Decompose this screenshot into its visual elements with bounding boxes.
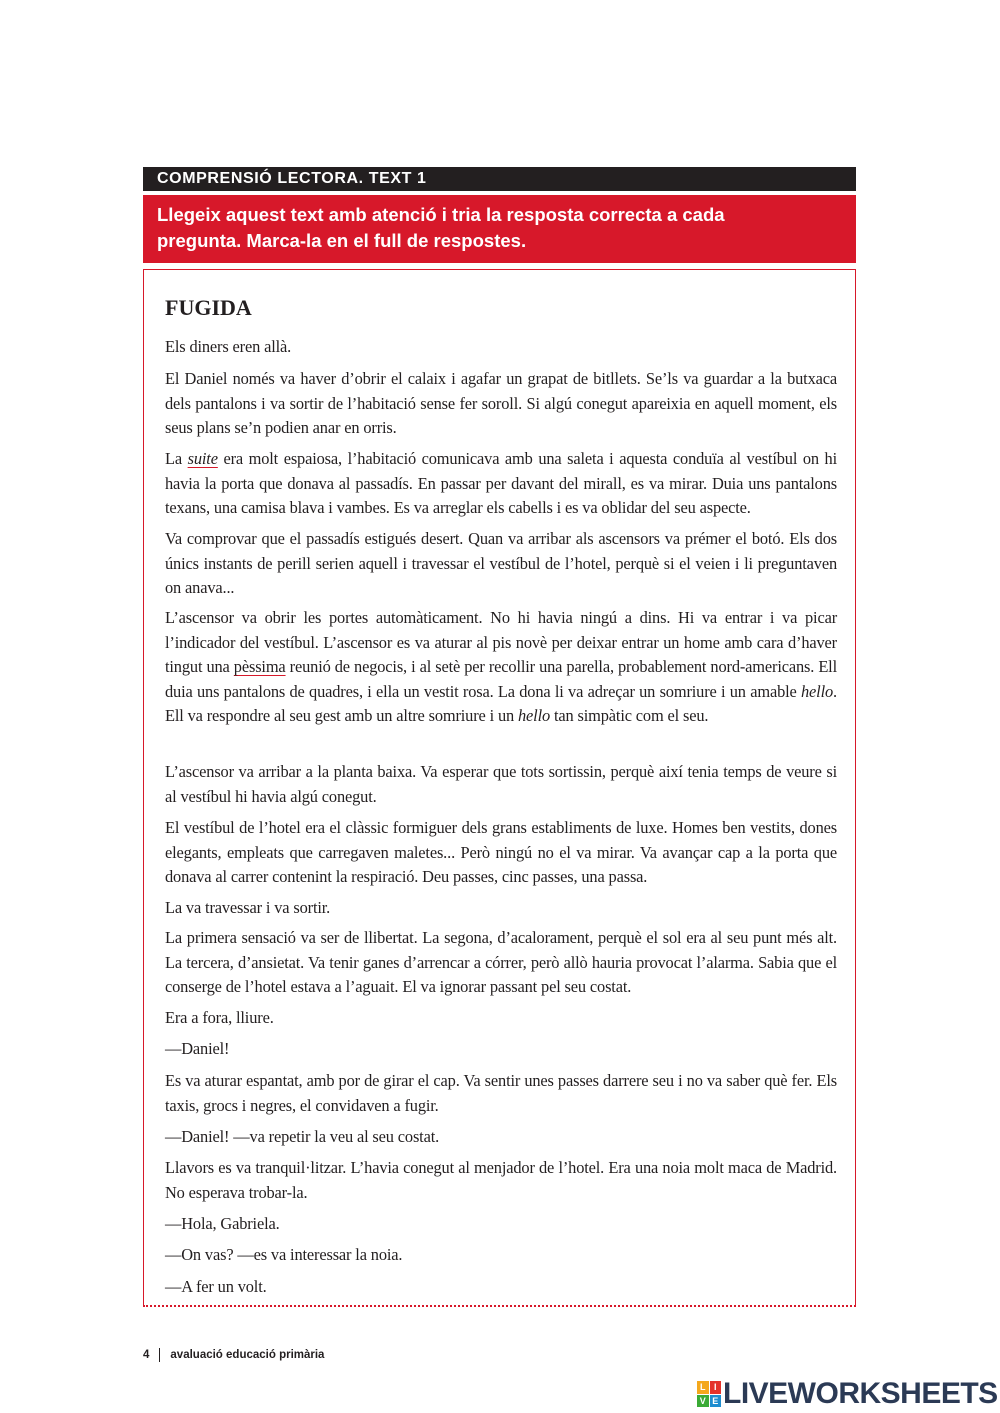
- page-number: 4: [143, 1349, 150, 1361]
- liveworksheets-logo-text: LIVEWORKSHEETS: [723, 1377, 998, 1410]
- instruction-box: [143, 195, 856, 263]
- logo-letter-l: L: [697, 1381, 709, 1394]
- word-hello-2: hello: [518, 706, 551, 725]
- paragraph-4: Va comprovar que el passadís estigués desert. Quan va arribar als ascensors va prémer el botó. Els dos únics instants de perill serien aquell i travessar el vestíbul de l’hotel, perquè si el veien i li preguntaven on anava...: [165, 529, 837, 597]
- footer-label: avaluació educació primària: [170, 1349, 325, 1361]
- paragraph-1: Els diners eren allà.: [165, 337, 292, 356]
- paragraph-16: —On vas? —es va interessar la noia.: [165, 1245, 403, 1264]
- paragraph-15: —Hola, Gabriela.: [165, 1214, 280, 1233]
- section-label-bar: [143, 167, 856, 191]
- logo-letter-e: E: [710, 1395, 722, 1408]
- paragraph-3: [165, 447, 837, 521]
- paragraph-5: [165, 606, 837, 729]
- paragraph-2: El Daniel només va haver d’obrir el calaix i agafar un grapat de bitllets. Se’ls va guardar a la butxaca dels pantalons i va sortir de l’habitació sense fer soroll. Si algú conegut apareixia en aquell moment, els seus plans se’n podien anar en orris.: [165, 369, 837, 437]
- paragraph-9: La primera sensació va ser de llibertat. La segona, d’acalorament, perquè el sol era al seu punt més alt. La tercera, d’ansietat. Va tenir ganes d’arrencar a córrer, però allò hauria provocat l’alarma. Sabia que el conserge de l’hotel estava a l’aguait. El va ignorar passant pel seu costat.: [165, 928, 837, 996]
- paragraph-5-part-c: . Ell va respondre al seu gest amb un altre somriure i un: [165, 681, 837, 725]
- section-label: COMPRENSIÓ LECTORA. TEXT 1: [157, 170, 427, 187]
- paragraph-8: La va travessar i va sortir.: [165, 898, 331, 917]
- paragraph-12: Es va aturar espantat, amb por de girar el cap. Va sentir unes passes darrere seu i no va saber què fer. Els taxis, grocs i negres, el convidaven a fugir.: [165, 1071, 837, 1115]
- paragraph-11: —Daniel!: [165, 1039, 230, 1058]
- story-title: FUGIDA: [165, 295, 252, 320]
- liveworksheets-logo[interactable]: [697, 1377, 998, 1411]
- paragraph-3-start: La: [165, 449, 188, 468]
- word-pessima: pèssima: [233, 657, 286, 676]
- page-footer: [143, 1348, 324, 1362]
- liveworksheets-logo-icon: [697, 1381, 721, 1407]
- paragraph-10: Era a fora, lliure.: [165, 1008, 274, 1027]
- paragraph-5-part-b: reunió de negocis, i al setè per recollir una parella, probablement nord-americans. Ell duia uns pantalons de quadres, i ella un vestit rosa. La dona li va adreçar un somriure i un amable: [165, 657, 837, 701]
- logo-letter-i: I: [710, 1381, 722, 1394]
- paragraph-14: Llavors es va tranquil·litzar. L’havia conegut al menjador de l’hotel. Era una noia molt maca de Madrid. No esperava trobar-la.: [165, 1158, 837, 1202]
- word-hello-1: hello: [801, 681, 834, 701]
- paragraph-3-end: era molt espaiosa, l’habitació comunicava amb una saleta i aquesta conduïa al vestíbul on hi havia la porta que donava al passadís. En passar per davant del mirall, es va mirar. Duia uns pantalons texans, una camisa blava i vambes. Es va arreglar els cabells i es va oblidar del seu aspecte.: [165, 449, 837, 517]
- paragraph-5-part-d: tan simpàtic com el seu.: [550, 706, 709, 725]
- paragraph-6: L’ascensor va arribar a la planta baixa. Va esperar que tots sortissin, perquè així tenia temps de veure si al vestíbul hi havia algú conegut.: [165, 762, 837, 806]
- dotted-divider: [143, 1305, 856, 1307]
- paragraph-13: —Daniel! —va repetir la veu al seu costat.: [165, 1127, 440, 1146]
- paragraph-5-part-a: L’ascensor va obrir les portes automàticament. No hi havia ningú a dins. Hi va entrar i va picar l’indicador del vestíbul. L’ascensor es va aturar al pis novè per deixar entrar un home amb cara d’haver tingut una: [165, 608, 837, 676]
- instruction-line-2: pregunta. Marca-la en el full de respostes.: [157, 230, 527, 251]
- footer-separator: [159, 1348, 160, 1362]
- logo-letter-v: V: [697, 1395, 709, 1408]
- paragraph-7: El vestíbul de l’hotel era el clàssic formiguer dels grans establiments de luxe. Homes ben vestits, dones elegants, empleats que carregaven maletes... Però ningú no el va mirar. Va avançar cap a la porta que donava al carrer contenint la respiració. Deu passes, cinc passes, una passa.: [165, 818, 837, 886]
- paragraph-17: —A fer un volt.: [165, 1277, 267, 1296]
- instruction-line-1: Llegeix aquest text amb atenció i tria la resposta correcta a cada: [157, 204, 725, 225]
- word-suite: suite: [187, 449, 218, 468]
